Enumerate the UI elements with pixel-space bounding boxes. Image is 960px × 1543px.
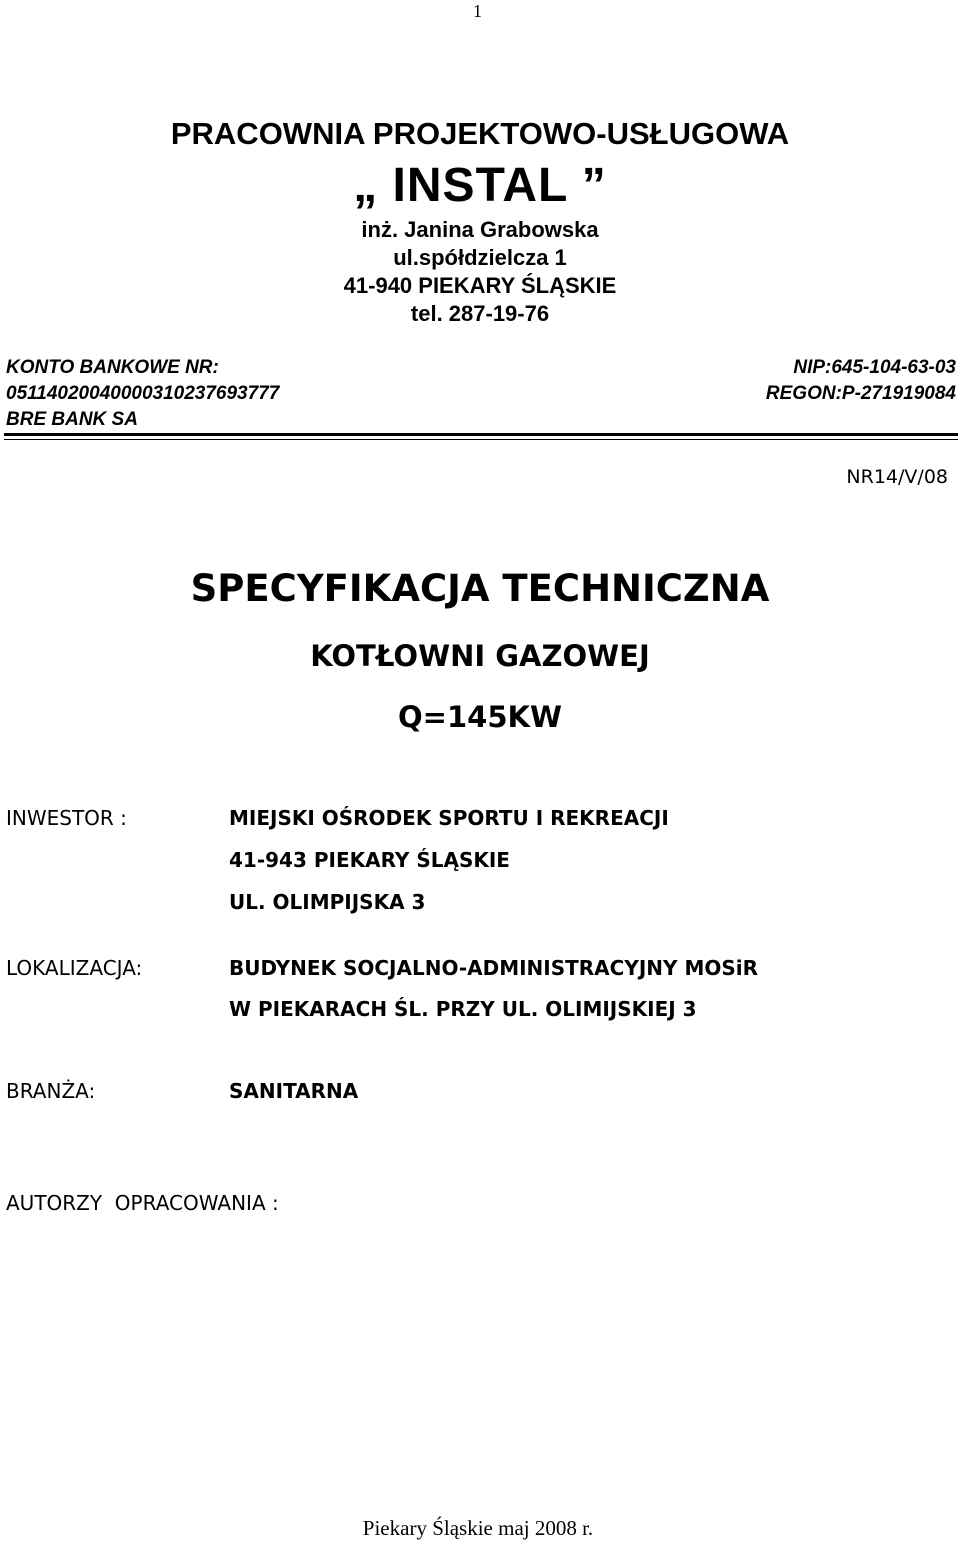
bank-account-label: KONTO BANKOWE NR: <box>6 357 219 378</box>
header-divider-thick <box>4 433 958 436</box>
nip-number: NIP:645-104-63-03 <box>793 357 956 378</box>
regon-number: REGON:P-271919084 <box>765 383 956 404</box>
document-title: SPECYFIKACJA TECHNICZNA <box>190 567 770 610</box>
document-number: NR14/V/08 <box>846 466 948 488</box>
branch-value: SANITARNA <box>229 1079 359 1103</box>
location-address: W PIEKARACH ŚL. PRZY UL. OLIMIJSKIEJ 3 <box>229 997 697 1021</box>
document-capacity: Q=145KW <box>398 700 562 734</box>
document-subtitle: KOTŁOWNI GAZOWEJ <box>310 639 650 673</box>
investor-name: MIEJSKI OŚRODEK SPORTU I REKREACJI <box>229 806 669 830</box>
bank-name: BRE BANK SA <box>6 409 138 430</box>
company-street: ul.spółdzielcza 1 <box>393 245 567 270</box>
investor-label: INWESTOR : <box>6 806 127 830</box>
company-city: 41-940 PIEKARY ŚLĄSKIE <box>343 273 617 298</box>
authors-label: AUTORZY OPRACOWANIA : <box>6 1191 279 1215</box>
location-building: BUDYNEK SOCJALNO-ADMINISTRACYJNY MOSiR <box>229 956 759 980</box>
location-label: LOKALIZACJA: <box>6 956 143 980</box>
company-brand: „ INSTAL ” <box>353 159 607 212</box>
bank-account-number: 05114020040000310237693777 <box>6 383 280 404</box>
company-name: PRACOWNIA PROJEKTOWO-USŁUGOWA <box>170 116 790 151</box>
investor-city: 41-943 PIEKARY ŚLĄSKIE <box>229 848 510 872</box>
investor-street: UL. OLIMPIJSKA 3 <box>229 890 426 914</box>
company-phone: tel. 287-19-76 <box>410 301 550 326</box>
page-number: 1 <box>473 1 482 21</box>
company-owner: inż. Janina Grabowska <box>361 217 599 242</box>
branch-label: BRANŻA: <box>6 1079 96 1103</box>
header-divider-thin <box>4 439 958 440</box>
footer-place-date: Piekary Śląskie maj 2008 r. <box>362 1516 594 1540</box>
